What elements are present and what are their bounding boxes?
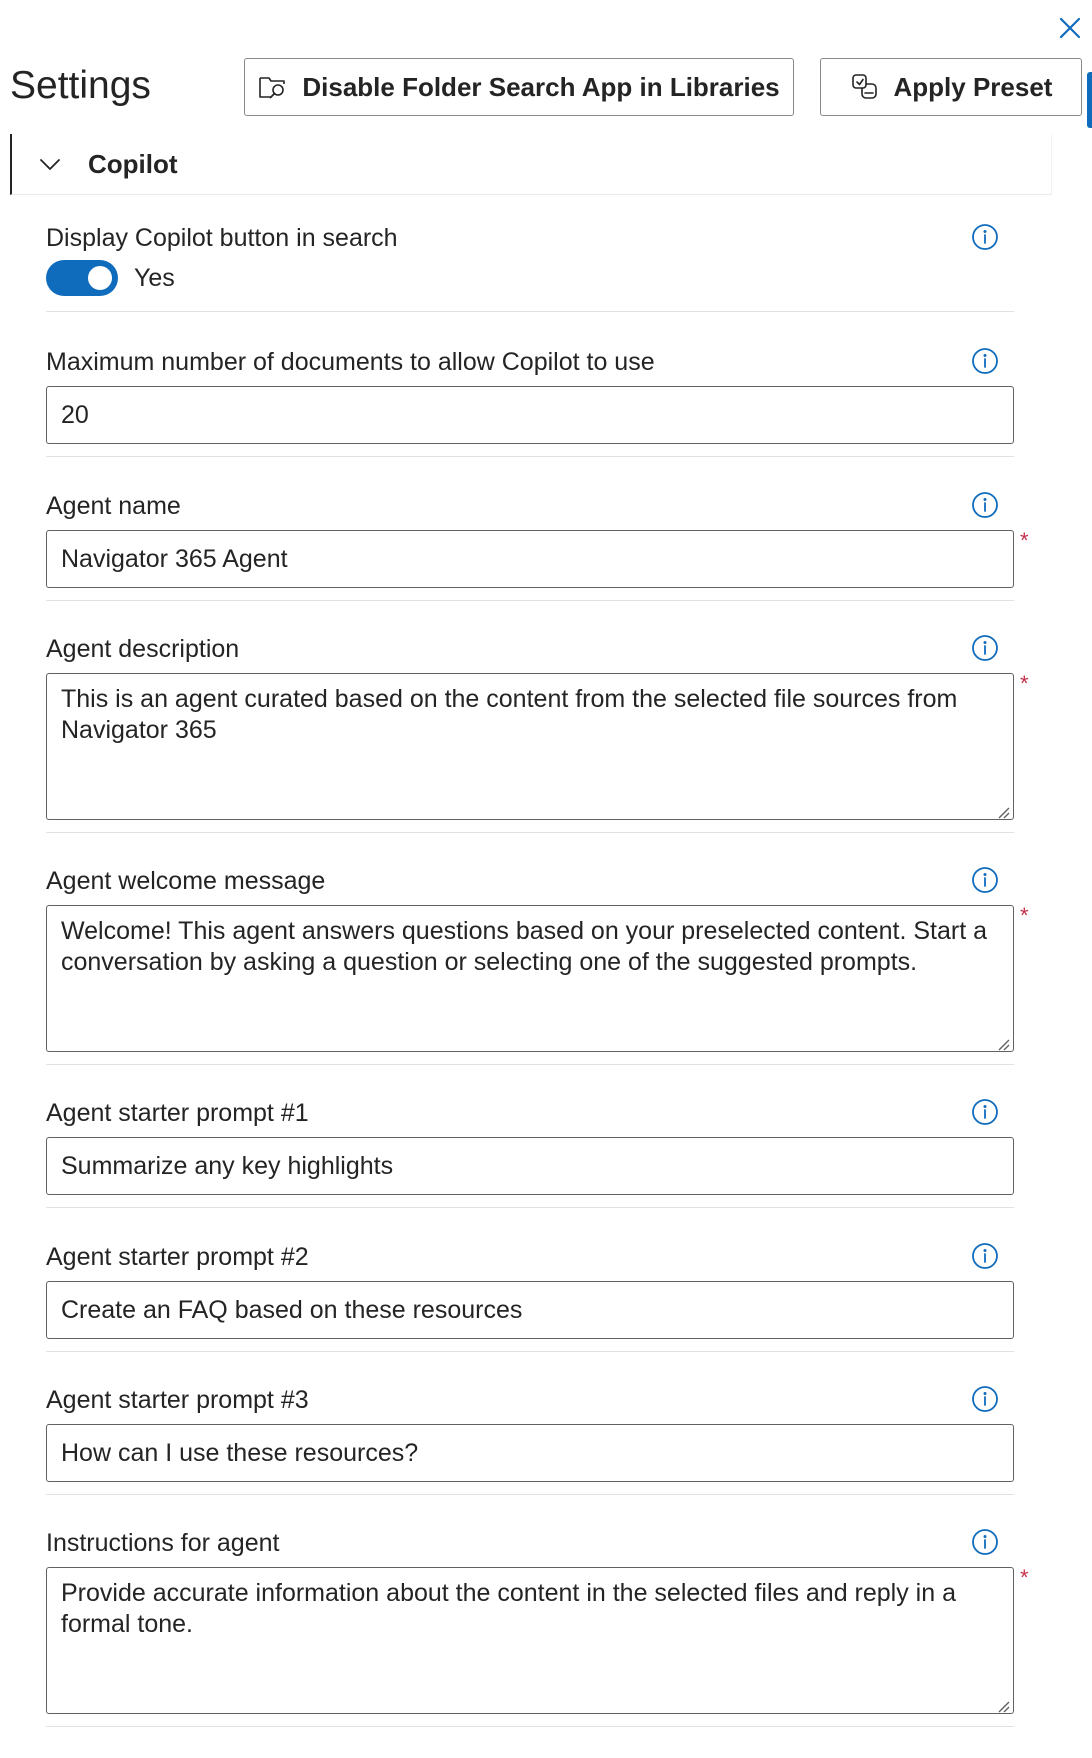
required-marker: *	[1020, 528, 1029, 553]
field-label: Agent name	[46, 492, 181, 520]
field-label: Agent starter prompt #1	[46, 1099, 309, 1127]
info-icon[interactable]	[970, 865, 1000, 895]
welcome-message-field	[46, 865, 1029, 1065]
info-icon[interactable]	[970, 633, 1000, 663]
field-label: Maximum number of documents to allow Copilot to use	[46, 348, 655, 376]
agent-description-textarea[interactable]	[46, 673, 1014, 820]
copilot-toggle[interactable]	[46, 260, 118, 296]
toggle-knob	[88, 266, 112, 290]
agent-description-field	[46, 633, 1029, 833]
info-icon[interactable]	[970, 1241, 1000, 1271]
max-documents-input[interactable]	[46, 386, 1014, 444]
apply-preset-button[interactable]	[820, 58, 1082, 116]
toggle-label: Yes	[134, 263, 175, 292]
settings-header	[0, 0, 1092, 130]
page-title: Settings	[10, 64, 151, 107]
starter-prompt-3-input[interactable]	[46, 1424, 1014, 1482]
agent-name-field	[46, 490, 1029, 601]
info-icon[interactable]	[970, 346, 1000, 376]
field-label: Agent welcome message	[46, 867, 326, 895]
required-marker: *	[1020, 671, 1029, 696]
field-label: Display Copilot button in search	[46, 224, 398, 252]
info-icon[interactable]	[970, 1527, 1000, 1557]
field-label: Agent starter prompt #2	[46, 1243, 309, 1271]
instructions-field	[46, 1527, 1029, 1727]
starter-prompt-3-field	[46, 1384, 1014, 1495]
required-marker: *	[1020, 903, 1029, 928]
starter-prompt-1-field	[46, 1097, 1014, 1208]
starter-prompt-2-input[interactable]	[46, 1281, 1014, 1339]
apply-preset-icon	[850, 72, 880, 102]
agent-name-input[interactable]	[46, 530, 1014, 588]
field-label: Agent starter prompt #3	[46, 1386, 309, 1414]
folder-search-icon	[258, 72, 288, 102]
info-icon[interactable]	[970, 1097, 1000, 1127]
info-icon[interactable]	[970, 1384, 1000, 1414]
apply-preset-label: Apply Preset	[893, 71, 1053, 102]
starter-prompt-1-input[interactable]	[46, 1137, 1014, 1195]
info-icon[interactable]	[970, 490, 1000, 520]
scroll-accent	[1087, 72, 1092, 128]
instructions-textarea[interactable]	[46, 1567, 1014, 1714]
starter-prompt-2-field	[46, 1241, 1014, 1352]
field-label: Agent description	[46, 635, 240, 663]
required-marker: *	[1020, 1565, 1029, 1590]
chevron-down-icon	[38, 150, 66, 178]
max-documents-field	[46, 346, 1014, 457]
copilot-toggle-group	[46, 260, 175, 296]
display-copilot-field	[46, 222, 1014, 312]
disable-folder-search-label: Disable Folder Search App in Libraries	[302, 71, 780, 102]
disable-folder-search-button[interactable]	[244, 58, 794, 116]
copilot-section-header[interactable]	[10, 134, 1052, 195]
welcome-message-textarea[interactable]	[46, 905, 1014, 1052]
field-label: Instructions for agent	[46, 1529, 280, 1557]
info-icon[interactable]	[970, 222, 1000, 252]
section-title: Copilot	[88, 148, 178, 179]
